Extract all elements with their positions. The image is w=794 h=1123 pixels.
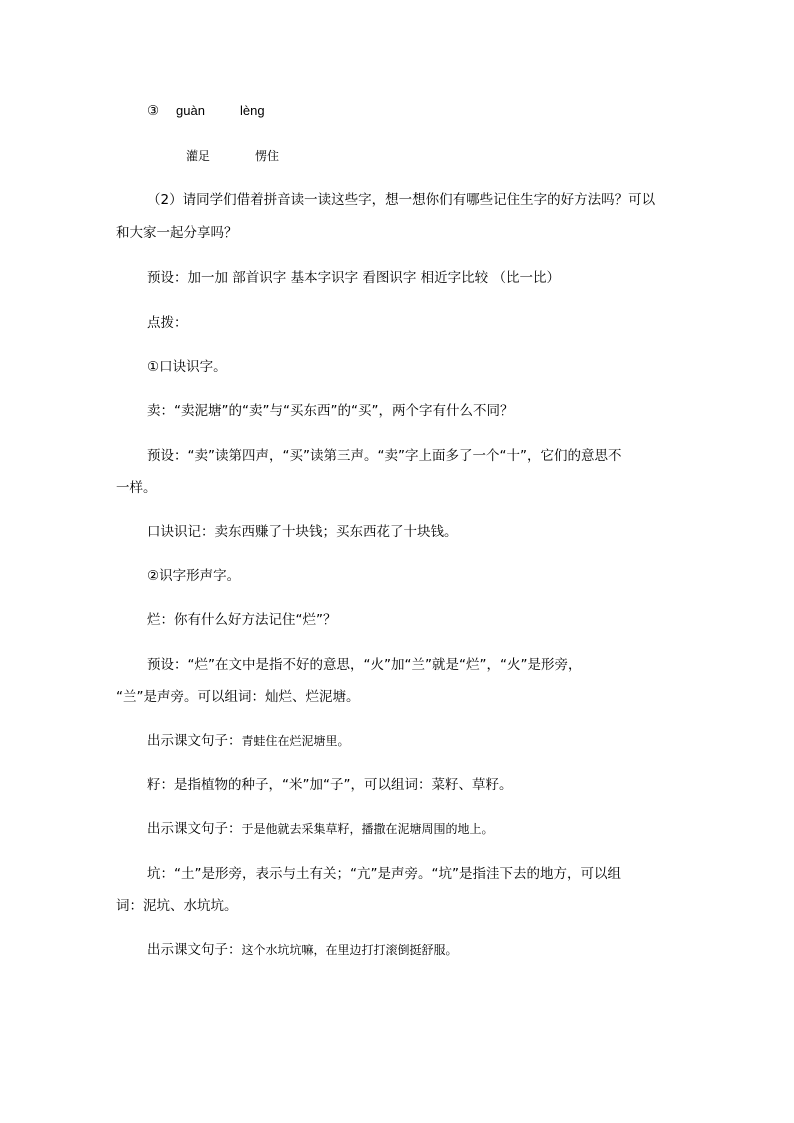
preset-methods: 预设：加一加 部首识字 基本字识字 看图识字 相近字比较 （比一比） [147,270,560,286]
example-sentence-3 [147,940,458,960]
question-2-line2: 和大家一起分享吗？ [116,225,238,241]
pinyin-guan: guàn [176,103,205,118]
example-label: 出示课文句子： [147,821,242,837]
lan-answer-line2: “兰”是声旁。可以组词：灿烂、烂泥塘。 [116,689,360,705]
example-text: 于是他就去采集草籽，播撒在泥塘周围的地上。 [241,822,494,836]
method-1-heading: ①口诀识字。 [147,359,227,375]
keng-line2: 词：泥坑、水坑坑。 [116,898,238,914]
mai-answer-line1: 预设：“卖”读第四声，“买”读第三声。“卖”字上面多了一个“十”，它们的意思不 [147,448,622,464]
dianbo-heading: 点拨： [147,315,188,331]
example-text: 这个水坑坑嘛，在里边打打滚倒挺舒服。 [241,943,458,957]
question-2-line1: （2）请同学们借着拼音读一读这些字，想一想你们有哪些记住生字的好方法吗？可以 [147,192,656,208]
char-lengzhu: 愣住 [255,149,280,163]
lan-question: 烂：你有什么好方法记住“烂”？ [147,612,337,628]
example-sentence-2 [147,819,494,839]
example-text: 青蛙住在烂泥塘里。 [241,734,350,748]
pinyin-row [147,101,265,121]
example-label: 出示课文句子： [147,942,242,958]
mai-answer-line2: 一样。 [116,480,157,496]
lan-answer-line1: 预设：“烂”在文中是指不好的意思，“火”加“兰”就是“烂”，“火”是形旁， [147,657,582,673]
koujue-line: 口诀识记：卖东西赚了十块钱；买东西花了十块钱。 [147,524,458,540]
method-2-heading: ②识字形声字。 [147,568,241,584]
example-label: 出示课文句子： [147,733,242,749]
char-guanzu: 灌足 [186,149,211,163]
keng-line1: 坑：“土”是形旁，表示与土有关；“亢”是声旁。“坑”是指洼下去的地方，可以组 [147,866,621,882]
item-number: ③ [147,103,160,119]
example-sentence-1 [147,731,350,751]
mai-question: 卖：“卖泥塘”的“卖”与“买东西”的“买”，两个字有什么不同？ [147,403,514,419]
zi-line: 籽：是指植物的种子，“米”加“子”，可以组词：菜籽、草籽。 [147,777,513,793]
pinyin-leng: lèng [240,103,265,118]
character-row [186,146,280,166]
